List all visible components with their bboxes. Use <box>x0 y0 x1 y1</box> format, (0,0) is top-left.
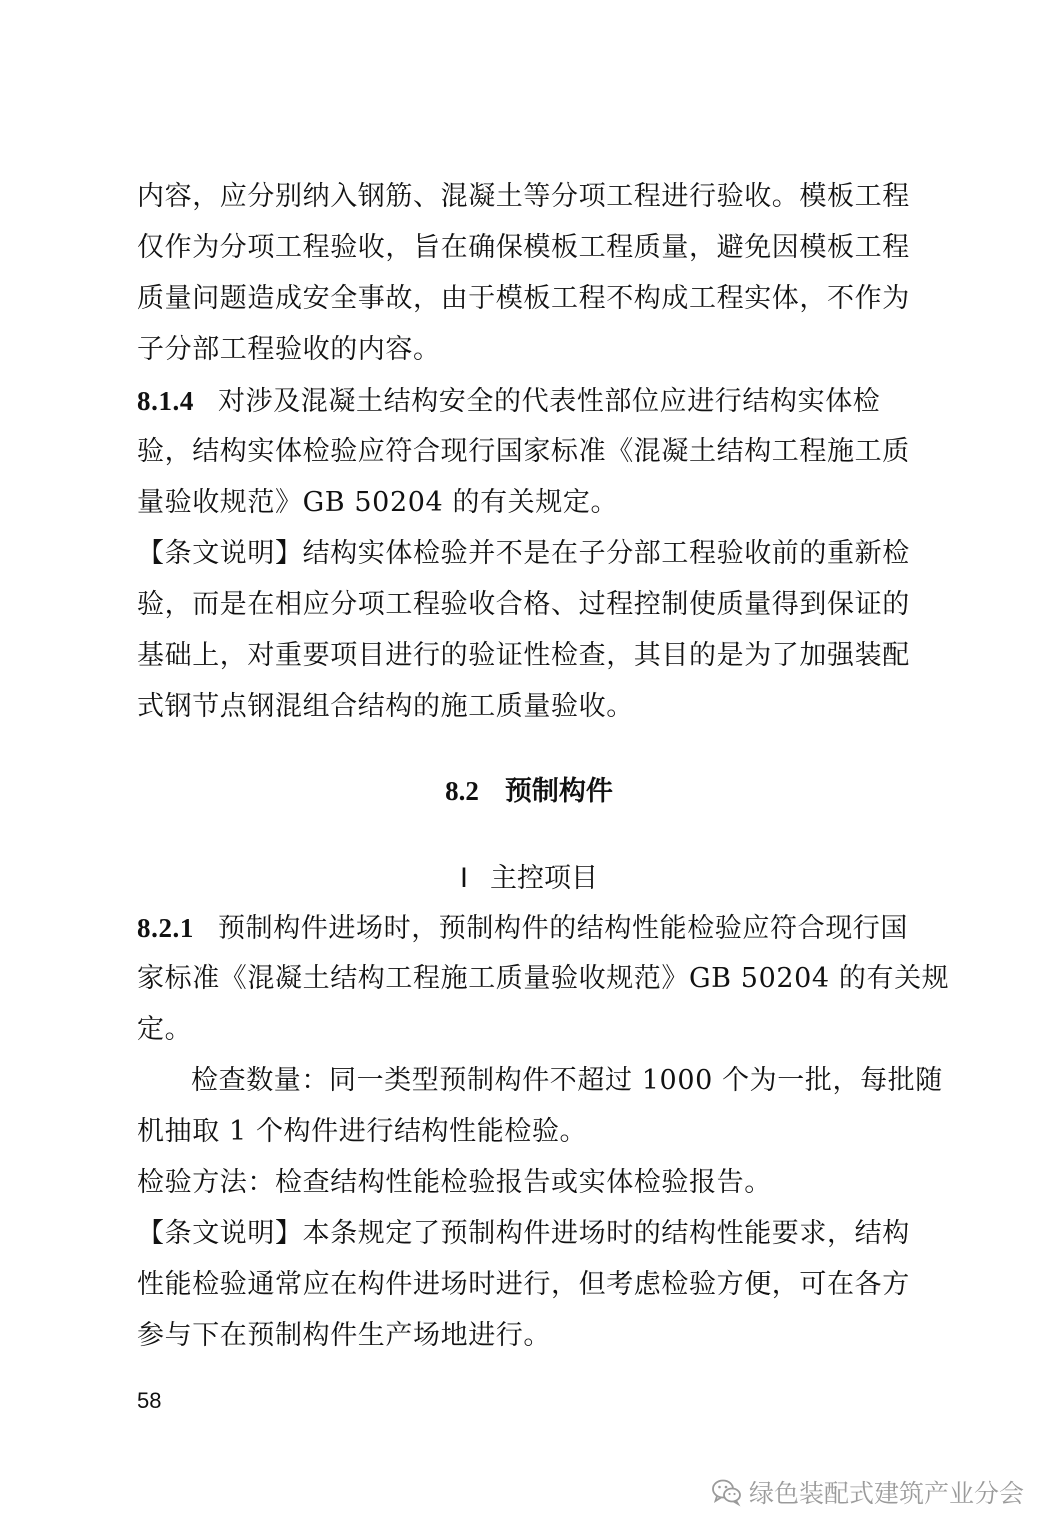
watermark-text: 绿色装配式建筑产业分会 <box>748 1479 1024 1508</box>
text-line: 检查数量：同一类型预制构件不超过 1000 个为一批，每批随 <box>191 1065 943 1096</box>
page-number: 58 <box>137 1388 162 1413</box>
text-line: 预制构件进场时，预制构件的结构性能检验应符合现行国 <box>218 913 908 944</box>
section-number: 8.2 <box>445 776 479 806</box>
text-line: 子分部工程验收的内容。 <box>137 334 441 365</box>
text-line: 参与下在预制构件生产场地进行。 <box>137 1320 551 1351</box>
clause-8-2-1 <box>137 911 927 945</box>
text-line: 【条文说明】结构实体检验并不是在子分部工程验收前的重新检 <box>137 538 910 569</box>
text-line: 机抽取 1 个构件进行结构性能检验。 <box>137 1116 588 1147</box>
text-line: 质量问题造成安全事故，由于模板工程不构成工程实体，不作为 <box>137 283 910 314</box>
text-line: 仅作为分项工程验收，旨在确保模板工程质量，避免因模板工程 <box>137 232 910 263</box>
text-line: 定。 <box>137 1014 193 1045</box>
text-line: 【条文说明】本条规定了预制构件进场时的结构性能要求，结构 <box>137 1218 910 1249</box>
sub-heading-roman: Ⅰ <box>460 863 468 893</box>
sub-heading <box>0 861 1058 896</box>
section-heading <box>0 774 1058 809</box>
text-line: 家标准《混凝土结构工程施工质量验收规范》GB 50204 的有关规 <box>137 963 950 994</box>
wechat-icon <box>711 1477 743 1507</box>
text-line: 内容，应分别纳入钢筋、混凝土等分项工程进行验收。模板工程 <box>137 181 910 212</box>
text-line: 检验方法：检查结构性能检验报告或实体检验报告。 <box>137 1167 772 1198</box>
text-line: 基础上，对重要项目进行的验证性检查，其目的是为了加强装配 <box>137 640 910 671</box>
sub-heading-title: 主控项目 <box>489 863 598 894</box>
text-line: 验，而是在相应分项工程验收合格、过程控制使质量得到保证的 <box>137 589 910 620</box>
clause-8-1-4 <box>137 384 927 418</box>
clause-number: 8.2.1 <box>137 913 194 943</box>
text-line: 量验收规范》GB 50204 的有关规定。 <box>137 487 619 518</box>
text-line: 对涉及混凝土结构安全的代表性部位应进行结构实体检 <box>218 386 881 417</box>
text-line: 性能检验通常应在构件进场时进行，但考虑检验方便，可在各方 <box>137 1269 910 1300</box>
clause-number: 8.1.4 <box>137 386 194 416</box>
section-title: 预制构件 <box>504 776 613 807</box>
watermark <box>711 1474 1024 1510</box>
text-line: 验，结构实体检验应符合现行国家标准《混凝土结构工程施工质 <box>137 436 910 467</box>
text-line: 式钢节点钢混组合结构的施工质量验收。 <box>137 691 634 722</box>
